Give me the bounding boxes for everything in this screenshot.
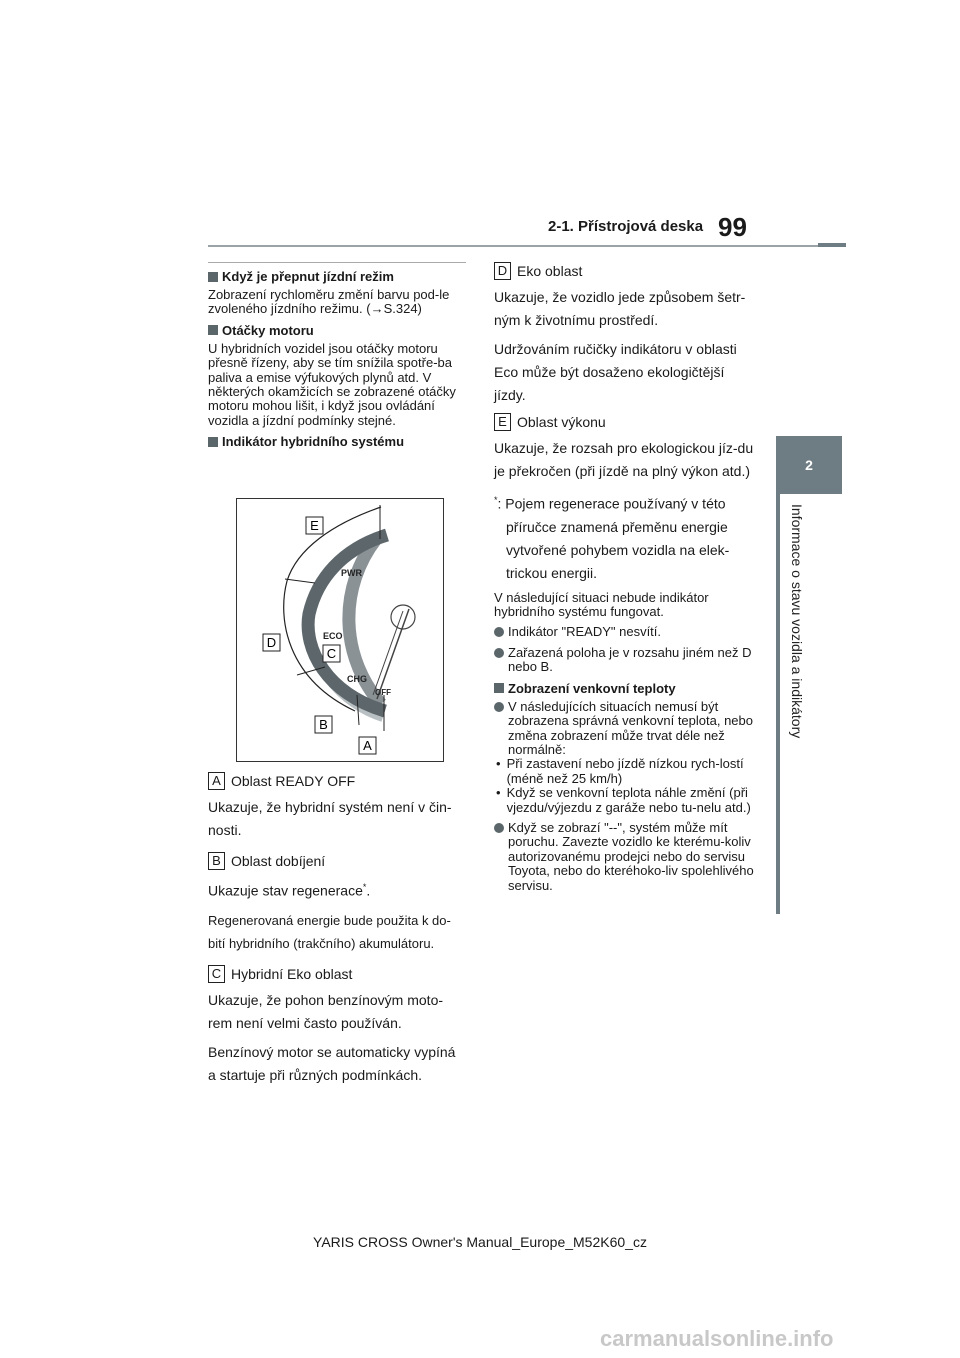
footnote-mark: * [494, 495, 498, 505]
footnote-text: : Pojem regenerace používaný v této příručce znamená přeměnu energie vytvořené pohybem vozidla na elek-trickou energii. [497, 495, 730, 581]
label-box-a: A [208, 772, 225, 790]
heading-text: Zobrazení venkovní teploty [508, 680, 676, 696]
item-title: Oblast výkonu [517, 414, 606, 430]
bullet-dot-icon [494, 648, 504, 658]
item-title: Eko oblast [517, 263, 583, 279]
heading-outside-temp [494, 681, 756, 696]
bullet-text: Zařazená poloha je v rozsahu jiném než D nebo B. [508, 644, 752, 675]
sub-bullet-item [494, 786, 756, 815]
hybrid-indicator-figure [236, 498, 444, 762]
square-bullet-icon [208, 437, 218, 447]
text: Ukazuje stav regenerace [208, 882, 363, 899]
sub-bullet-mark: • [496, 756, 501, 772]
paragraph: Ukazuje, že vozidlo jede způsobem šetr-ným k životnímu prostředí. [494, 289, 746, 328]
bullet-text: V následujících situacích nemusí být zobrazena správná venkovní teplota, nebo změna zobrazení může trvat déle než normálně: [508, 698, 754, 757]
chapter-bar [776, 494, 780, 914]
label-box-b: B [208, 852, 225, 870]
chapter-title: Informace o stavu vozidla a indikátory [789, 504, 805, 739]
bullet-text: Když se zobrazí "--", systém může mít poruchu. Zavezte vozidlo ke kterému-koliv autorizovanému prodejci nebo do servisu Toyota, nebo do kteréhoko-liv spolehlivého servisu. [508, 819, 754, 893]
left-column-lower [208, 772, 466, 1087]
label-a: A [363, 738, 372, 753]
bullet-dot-icon [494, 823, 504, 833]
item-e-title [494, 413, 756, 431]
item-d-title [494, 262, 756, 280]
paragraph: Ukazuje, že pohon benzínovým moto-rem není velmi často používán. [208, 991, 444, 1031]
paragraph [208, 876, 466, 903]
item-title: Oblast dobíjení [231, 853, 326, 869]
paragraph: U hybridních vozidel jsou otáčky motoru přesně řízeny, aby se tím snížila spotře-ba paliva a emise výfukových plynů atd. V některých okamžicích se zobrazené otáčky motoru mohou lišit, i když jsou ovládání vozidla a jízdní podmínky stejné. [208, 340, 456, 428]
heading-drive-mode [208, 269, 466, 284]
chapter-tab: 2 [776, 436, 842, 494]
item-title: Oblast READY OFF [231, 773, 356, 789]
bullet-item [494, 625, 756, 639]
gauge-eco-label: ECO [323, 631, 343, 641]
gauge-chg-label: CHG [347, 674, 367, 684]
hybrid-gauge-diagram [237, 499, 443, 761]
bullet-dot-icon [494, 702, 504, 712]
footer-text: YARIS CROSS Owner's Manual_Europe_M52K60_cz [313, 1234, 647, 1250]
column-rule [208, 262, 466, 263]
heading-text: Indikátor hybridního systému [222, 434, 405, 450]
sub-bullet-mark: • [496, 785, 501, 801]
paragraph: Regenerovaná energie bude použita k do-bití hybridního (trakčního) akumulátoru. [208, 912, 451, 951]
paragraph: Benzínový motor se automaticky vypíná a startuje při různých podmínkách. [208, 1043, 456, 1083]
gauge-off-label: OFF [375, 688, 391, 697]
label-box-d: D [494, 262, 511, 280]
header-rule [208, 245, 818, 247]
label-d: D [266, 635, 277, 650]
bullet-item [494, 646, 756, 675]
section-title: 2-1. Přístrojová deska [548, 218, 704, 235]
heading-hybrid-indicator [208, 434, 466, 449]
label-c: C [326, 646, 337, 661]
paragraph: Ukazuje, že hybridní systém není v čin-nosti. [208, 799, 452, 838]
gauge-pwr-label: PWR [341, 568, 362, 578]
bullet-text: Indikátor "READY" nesvítí. [508, 624, 662, 640]
left-column [208, 262, 466, 453]
item-c-title [208, 965, 466, 983]
watermark: carmanualsonline.info [600, 1326, 834, 1351]
paragraph: V následující situaci nebude indikátor hybridního systému fungovat. [494, 589, 709, 620]
heading-text: Když je přepnut jízdní režim [222, 269, 394, 284]
paragraph: Ukazuje, že rozsah pro ekologickou jíz-du je překročen (při jízdě na plný výkon atd.) [494, 440, 754, 479]
bullet-item [494, 700, 756, 758]
square-bullet-icon [208, 325, 218, 335]
bullet-dot-icon [494, 627, 504, 637]
item-title: Hybridní Eko oblast [231, 965, 353, 982]
footnote [494, 489, 756, 585]
heading-text: Otáčky motoru [222, 322, 314, 338]
text: . [366, 882, 371, 899]
paragraph: Udržováním ručičky indikátoru v oblasti Eco může být dosaženo ekologičtější jízdy. [494, 341, 737, 403]
sub-bullet-text: Když se venkovní teplota náhle změní (při vjezdu/výjezdu z garáže nebo tu-nelu atd.) [506, 785, 751, 815]
bullet-item [494, 821, 756, 893]
square-bullet-icon [208, 272, 218, 282]
heading-engine-rpm [208, 323, 466, 338]
item-b-title [208, 852, 466, 870]
label-b: B [319, 717, 328, 732]
right-column [494, 262, 756, 893]
sub-bullet-text: Při zastavení nebo jízdě nízkou rych-lostí (méně než 25 km/h) [506, 756, 744, 786]
sub-bullet-item [494, 757, 756, 786]
footnote-mark: * [362, 882, 367, 892]
page-number: 99 [718, 212, 747, 242]
label-box-e: E [494, 413, 511, 431]
header-rule-accent [818, 243, 846, 247]
label-e: E [310, 518, 319, 533]
paragraph: Zobrazení rychloměru změní barvu pod-le zvoleného jízdního režimu. (→S.324) [208, 287, 450, 317]
label-box-c: C [208, 965, 225, 983]
item-a-title [208, 772, 466, 790]
square-bullet-icon [494, 683, 504, 693]
